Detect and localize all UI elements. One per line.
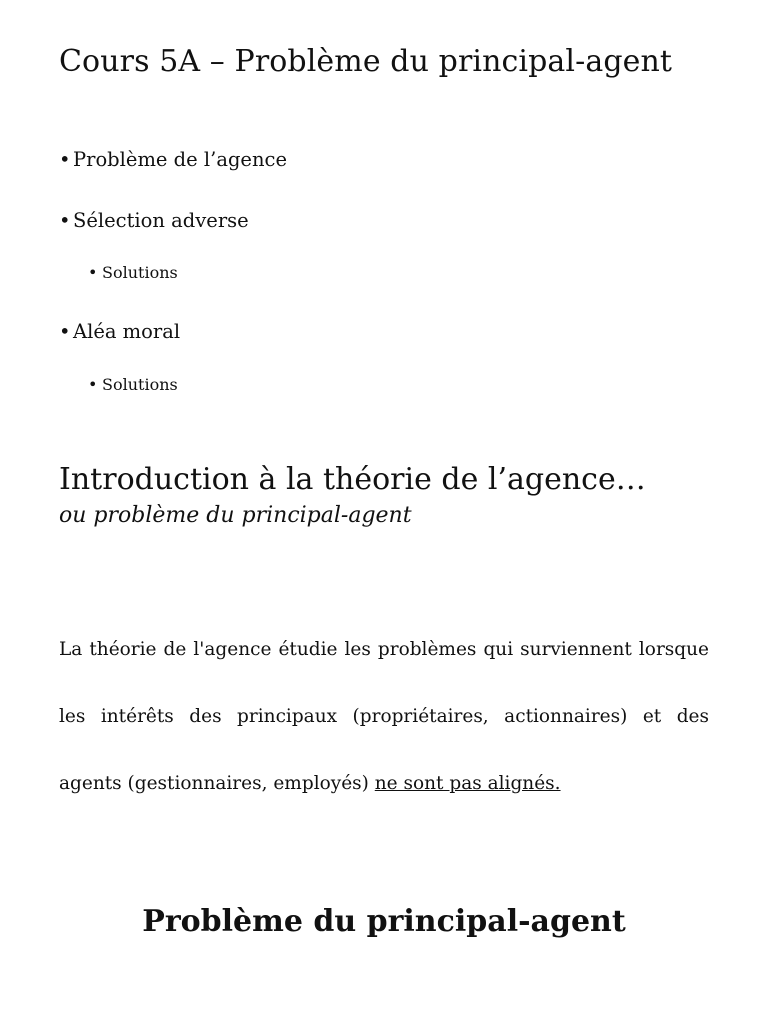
- paragraph-text: La théorie de l'agence étudie les problèmes qui surviennent lorsque les intérêts des principaux (propriétaires, actionnaires) et des agents (gestionnaires, employés): [59, 639, 709, 794]
- outline-subitem-adverse-selection-solutions: [88, 263, 178, 282]
- outline-subitem-moral-hazard-solutions: [88, 375, 178, 394]
- section-heading: Problème du principal-agent: [142, 904, 626, 939]
- outline-subitem-label: Solutions: [102, 263, 178, 282]
- intro-title: Introduction à la théorie de l’agence…: [59, 462, 646, 497]
- intro-paragraph: [59, 616, 709, 817]
- bullet-icon: •: [59, 320, 71, 343]
- paragraph-underlined-text: ne sont pas alignés.: [374, 773, 561, 794]
- outline-subitem-label: Solutions: [102, 375, 178, 394]
- outline-item-agency-problem: [59, 148, 287, 171]
- bullet-icon: •: [88, 375, 98, 394]
- outline-item-label: Problème de l’agence: [73, 148, 287, 171]
- page-title: Cours 5A – Problème du principal-agent: [59, 44, 673, 79]
- outline-item-adverse-selection: [59, 209, 249, 232]
- intro-subtitle: ou problème du principal-agent: [59, 503, 412, 528]
- outline-item-moral-hazard: [59, 320, 180, 343]
- bullet-icon: •: [59, 148, 71, 171]
- bullet-icon: •: [88, 263, 98, 282]
- outline-item-label: Aléa moral: [73, 320, 181, 343]
- outline-item-label: Sélection adverse: [73, 209, 249, 232]
- bullet-icon: •: [59, 209, 71, 232]
